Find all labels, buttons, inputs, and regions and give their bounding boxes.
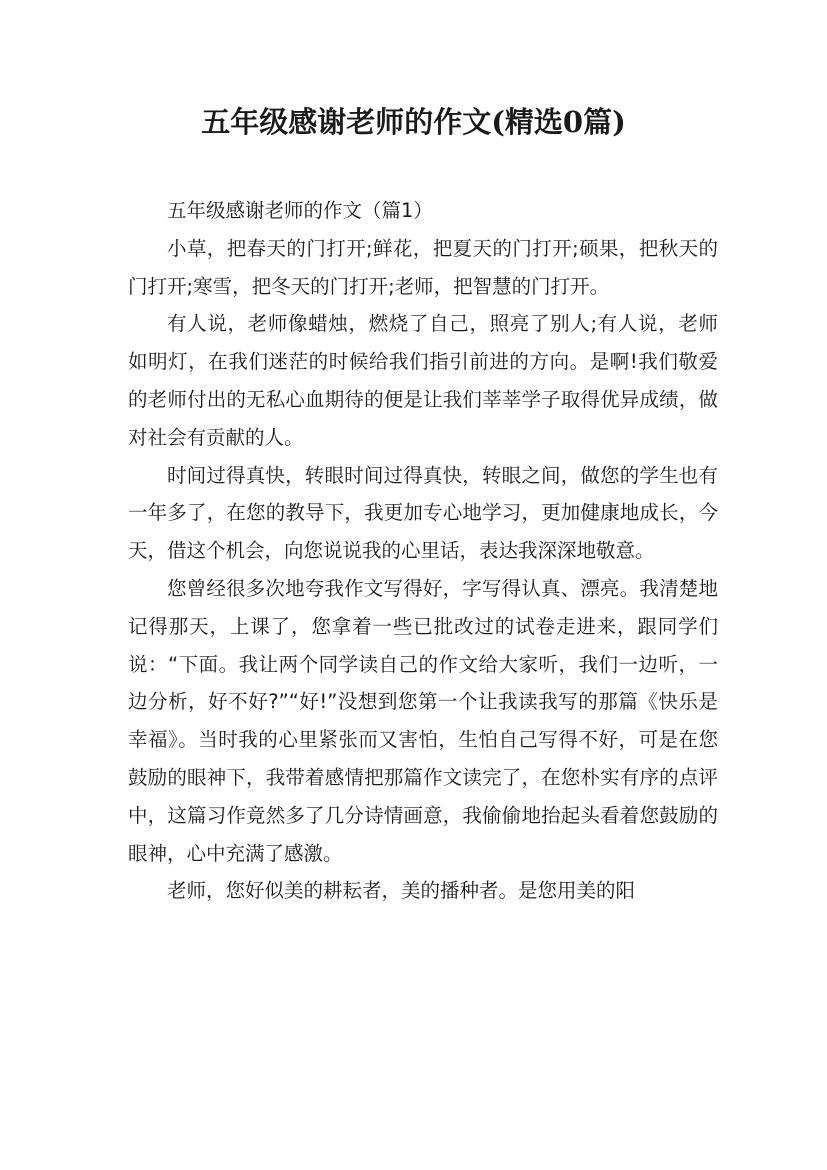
- paragraph: 小草，把春天的门打开;鲜花，把夏天的门打开;硕果，把秋天的门打开;寒雪，把冬天的门打开;老师，把智慧的门打开。: [128, 236, 718, 298]
- document-body: [128, 192, 718, 910]
- paragraph: 老师，您好似美的耕耘者，美的播种者。是您用美的阳: [167, 879, 636, 903]
- section-heading: 五年级感谢老师的作文（篇1）: [167, 199, 433, 222]
- paragraph: 有人说，老师像蜡烛，燃烧了自己，照亮了别人;有人说，老师如明灯，在我们迷茫的时候给我们指引前进的方向。是啊!我们敬爱的老师付出的无私心血期待的便是让我们莘莘学子取得优异成绩，做对社会有贡献的人。: [128, 312, 718, 449]
- paragraph: 时间过得真快，转眼时间过得真快，转眼之间，做您的学生也有一年多了，在您的教导下，我更加专心地学习，更加健康地成长，今天，借这个机会，向您说说我的心里话，表达我深深地敬意。: [128, 463, 718, 563]
- document-title: 五年级感谢老师的作文(精选0篇): [201, 105, 626, 139]
- paragraph: 您曾经很多次地夸我作文写得好，字写得认真、漂亮。我清楚地记得那天，上课了，您拿着一些已批改过的试卷走进来，跟同学们说：“下面。我让两个同学读自己的作文给大家听，我们一边听，一边分析，好不好?”“好!”没想到您第一个让我读我写的那篇《快乐是幸福》。当时我的心里紧张而又害怕，生怕自己写得不好，可是在您鼓励的眼神下，我带着感情把那篇作文读完了，在您朴实有序的点评中，这篇习作竟然多了几分诗情画意，我偷偷地抬起头看着您鼓励的眼神，心中充满了感激。: [128, 576, 718, 865]
